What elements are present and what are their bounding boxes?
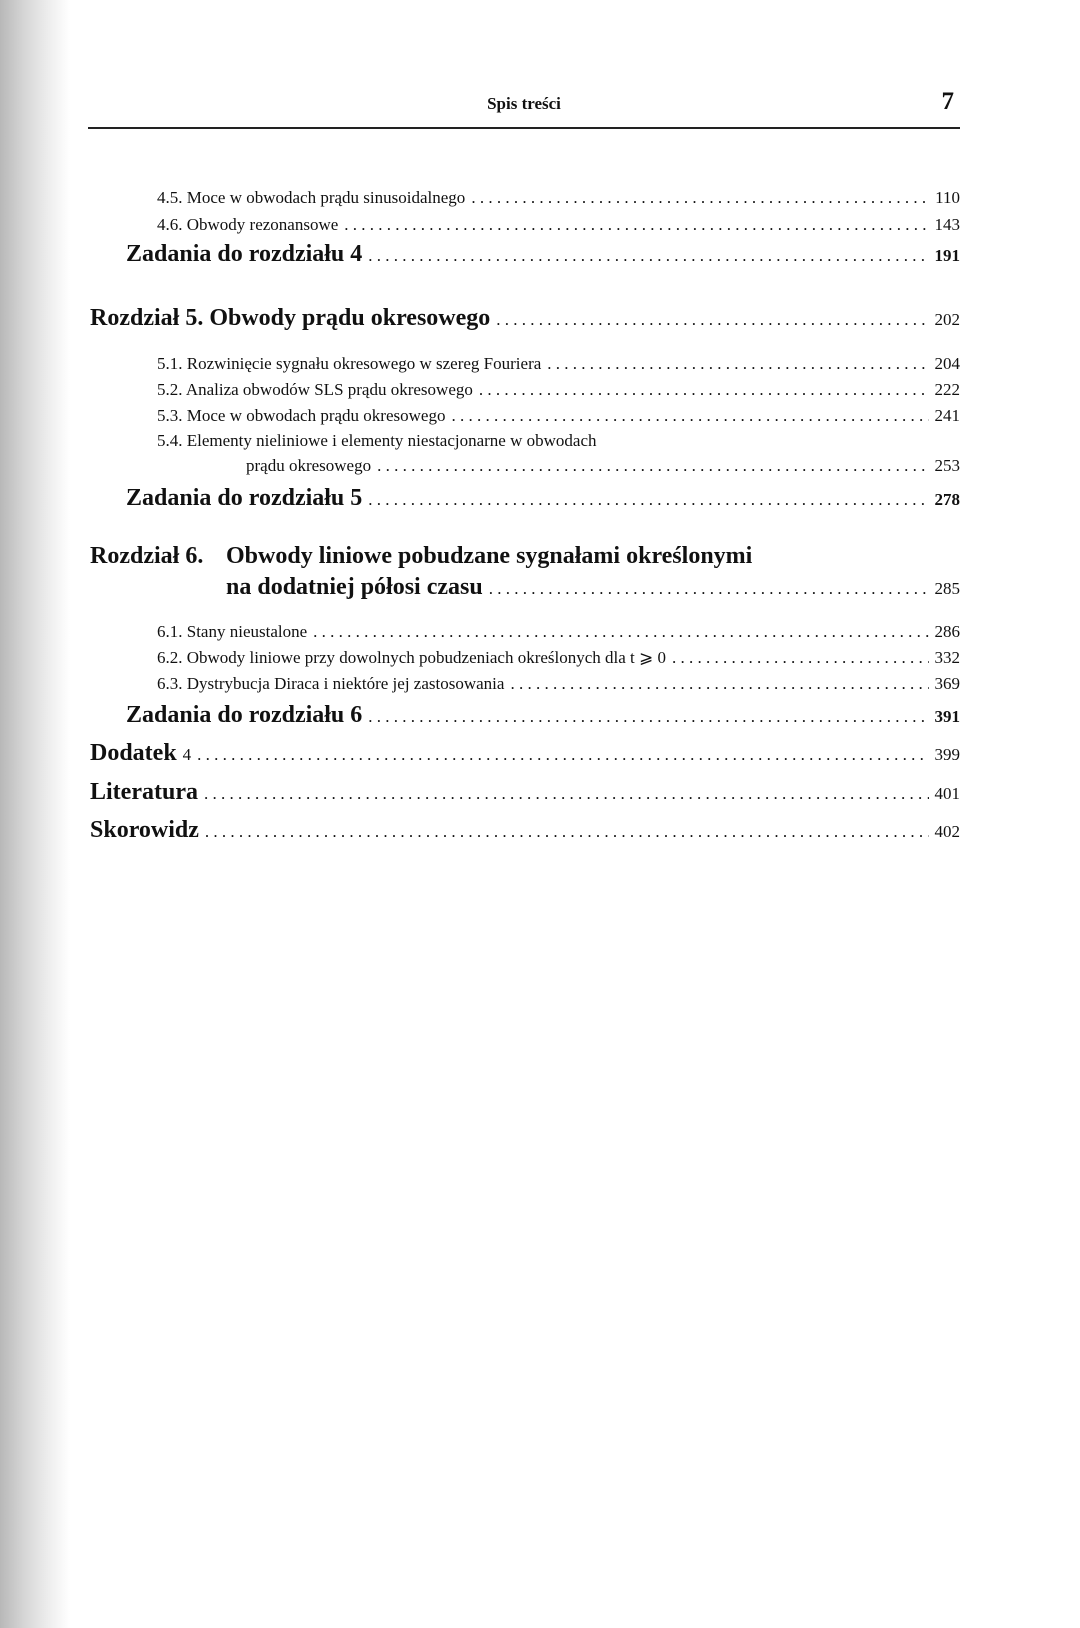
- section-number: 4.5.: [157, 188, 183, 207]
- section-number: 5.2.: [157, 380, 183, 399]
- page-number: 391: [934, 707, 960, 726]
- toc-entry-5-1[interactable]: [157, 354, 960, 374]
- section-title: Obwody liniowe przy dowolnych pobudzeniach określonych dla t ⩾ 0: [186, 648, 667, 667]
- section-title: Dodatek: [90, 740, 177, 766]
- dot-leader: [377, 456, 928, 476]
- section-title: Stany nieustalone: [186, 622, 308, 641]
- section-title: Moce w obwodach prądu sinusoidalnego: [186, 188, 466, 207]
- toc-entry-zadania-6[interactable]: [126, 702, 960, 729]
- section-number: 5.3.: [157, 406, 183, 425]
- toc-entry-skorowidz[interactable]: [90, 817, 960, 844]
- section-title-line1: Elementy nieliniowe i elementy niestacjonarne w obwodach: [186, 431, 597, 450]
- dot-leader: [672, 648, 928, 668]
- section-title: Literatura: [90, 779, 198, 805]
- dot-leader: [479, 380, 929, 400]
- page-number: 204: [934, 354, 960, 373]
- section-number: 5.4.: [157, 431, 183, 450]
- page-number: 401: [934, 784, 960, 803]
- running-header: [88, 88, 960, 128]
- toc-entry-6-1[interactable]: [157, 622, 960, 642]
- page-number: 278: [934, 490, 960, 509]
- dot-leader: [471, 188, 929, 208]
- header-page-number: 7: [941, 88, 954, 115]
- toc-entry-5-4-line1[interactable]: [157, 431, 597, 451]
- dot-leader: [368, 490, 928, 510]
- dot-leader: [204, 784, 929, 804]
- toc-entry-literatura[interactable]: [90, 779, 960, 806]
- appendix-number: 4: [182, 745, 192, 764]
- toc-entry-5-4[interactable]: [246, 456, 960, 476]
- page-number: 285: [934, 579, 960, 598]
- toc-entry-zadania-5[interactable]: [126, 485, 960, 512]
- section-title: Obwody rezonansowe: [186, 215, 339, 234]
- section-title: Dystrybucja Diraca i niektóre jej zastosowania: [186, 674, 505, 693]
- dot-leader: [205, 822, 929, 842]
- dot-leader: [510, 674, 928, 694]
- page-gutter-shadow: [0, 0, 70, 1628]
- page-number: 253: [934, 456, 960, 475]
- dot-leader: [344, 215, 928, 235]
- chapter-title-line2: na dodatniej półosi czasu: [226, 574, 483, 600]
- toc-entry-chapter-5[interactable]: [90, 305, 960, 332]
- section-number: 6.2.: [157, 648, 183, 667]
- section-number: 5.1.: [157, 354, 183, 373]
- dot-leader: [489, 579, 929, 599]
- section-number: 4.6.: [157, 215, 183, 234]
- section-title: Zadania do rozdziału 4: [126, 241, 363, 267]
- header-rule: [88, 127, 960, 129]
- chapter-label: Rozdział 5.: [90, 305, 204, 331]
- dot-leader: [313, 622, 928, 642]
- page-number: 286: [934, 622, 960, 641]
- section-title: Analiza obwodów SLS prądu okresowego: [185, 380, 473, 399]
- toc-entry-chapter-6-line1[interactable]: [90, 543, 752, 570]
- toc-entry-chapter-6[interactable]: [226, 574, 960, 601]
- section-title: Rozwinięcie sygnału okresowego w szereg Fouriera: [186, 354, 542, 373]
- dot-leader: [496, 310, 928, 330]
- chapter-title-line1: Obwody liniowe pobudzane sygnałami określonymi: [226, 543, 753, 569]
- section-title: Zadania do rozdziału 5: [126, 485, 363, 511]
- dot-leader: [451, 406, 928, 426]
- toc-entry-dodatek[interactable]: [90, 740, 960, 767]
- page-number: 143: [934, 215, 960, 234]
- toc-entry-5-3[interactable]: [157, 406, 960, 426]
- page-number: 402: [934, 822, 960, 841]
- header-title: Spis treści: [487, 94, 561, 113]
- dot-leader: [197, 745, 928, 765]
- section-number: 6.1.: [157, 622, 183, 641]
- page-number: 110: [935, 188, 960, 207]
- page-number: 241: [934, 406, 960, 425]
- toc-entry-6-2[interactable]: [157, 648, 960, 668]
- toc-entry-5-2[interactable]: [157, 380, 960, 400]
- toc-entry-zadania-4[interactable]: [126, 241, 960, 268]
- chapter-title: Obwody prądu okresowego: [209, 305, 491, 331]
- section-title: Zadania do rozdziału 6: [126, 702, 363, 728]
- toc-entry-4-6[interactable]: [157, 215, 960, 235]
- dot-leader: [547, 354, 928, 374]
- section-title-line2: prądu okresowego: [246, 456, 372, 475]
- section-title: Skorowidz: [90, 817, 199, 843]
- toc-entry-4-5[interactable]: [157, 188, 960, 208]
- section-number: 6.3.: [157, 674, 183, 693]
- page-number: 399: [934, 745, 960, 764]
- page-number: 222: [934, 380, 960, 399]
- section-title: Moce w obwodach prądu okresowego: [186, 406, 446, 425]
- page-number: 191: [934, 246, 960, 265]
- dot-leader: [368, 707, 928, 727]
- chapter-label: Rozdział 6.: [90, 543, 204, 569]
- toc-entry-6-3[interactable]: [157, 674, 960, 694]
- page-number: 202: [934, 310, 960, 329]
- page-number: 332: [934, 648, 960, 667]
- dot-leader: [368, 246, 928, 266]
- page-number: 369: [934, 674, 960, 693]
